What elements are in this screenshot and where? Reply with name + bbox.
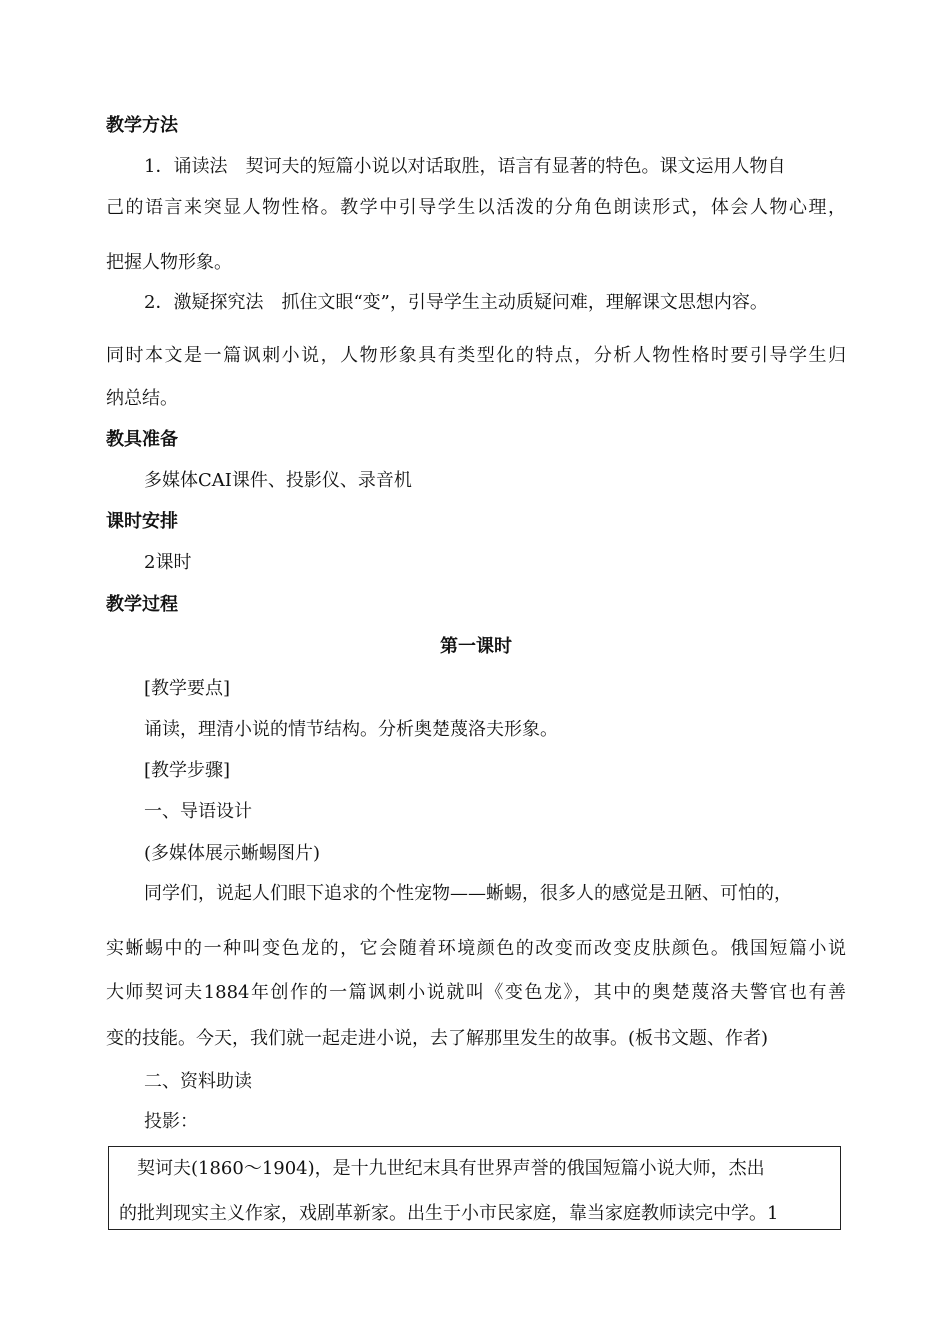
- projection-label: 投影：: [144, 1111, 198, 1132]
- step-2-title: 二、资料助读: [144, 1071, 252, 1092]
- teaching-points-text: 诵读，理清小说的情节结构。分析奥楚蔑洛夫形象。: [144, 719, 558, 740]
- step-1-paragraph-line-1: 同学们，说起人们眼下追求的个性宠物——蜥蜴，很多人的感觉是丑陋、可怕的，: [144, 883, 792, 904]
- projection-box-line-2: 的批判现实主义作家，戏剧革新家。出生于小市民家庭，靠当家庭教师读完中学。1: [119, 1203, 779, 1224]
- section-heading-teaching-process: 教学过程: [106, 594, 178, 615]
- section-heading-teaching-tools: 教具准备: [106, 429, 178, 450]
- section-heading-teaching-method: 教学方法: [106, 115, 178, 136]
- section-heading-schedule: 课时安排: [106, 511, 178, 532]
- step-1-paragraph-line-2: 实蜥蜴中的一种叫变色龙的，它会随着环境颜色的改变而改变皮肤颜色。俄国短篇小说: [106, 938, 846, 959]
- lesson-title: 第一课时: [440, 636, 512, 657]
- method-2-line-3: 纳总结。: [106, 388, 178, 409]
- step-1-note: (多媒体展示蜥蜴图片): [144, 843, 321, 864]
- teaching-points-label: [教学要点]: [144, 678, 231, 699]
- method-1-line-3: 把握人物形象。: [106, 252, 232, 273]
- step-1-title: 一、导语设计: [144, 801, 252, 822]
- step-1-paragraph-line-3: 大师契诃夫1884年创作的一篇讽刺小说就叫《变色龙》，其中的奥楚蔑洛夫警官也有善: [106, 982, 846, 1003]
- method-2-line-2: 同时本文是一篇讽刺小说，人物形象具有类型化的特点，分析人物性格时要引导学生归: [106, 345, 846, 366]
- projection-box: [108, 1146, 841, 1230]
- method-2-line-1: 2．激疑探究法 抓住文眼“变”，引导学生主动质疑问难，理解课文思想内容。: [144, 292, 768, 313]
- method-1-line-2: 己的语言来突显人物性格。教学中引导学生以活泼的分角色朗读形式，体会人物心理，: [106, 197, 846, 218]
- tools-text: 多媒体CAI课件、投影仪、录音机: [144, 470, 412, 491]
- method-1-line-1: 1．诵读法 契诃夫的短篇小说以对话取胜，语言有显著的特色。课文运用人物自: [144, 156, 786, 177]
- step-1-paragraph-line-4: 变的技能。今天，我们就一起走进小说，去了解那里发生的故事。(板书文题、作者): [106, 1028, 769, 1049]
- projection-box-line-1: 契诃夫(1860～1904)，是十九世纪末具有世界声誉的俄国短篇小说大师，杰出: [119, 1158, 765, 1179]
- schedule-text: 2课时: [144, 552, 192, 573]
- teaching-steps-label: [教学步骤]: [144, 760, 231, 781]
